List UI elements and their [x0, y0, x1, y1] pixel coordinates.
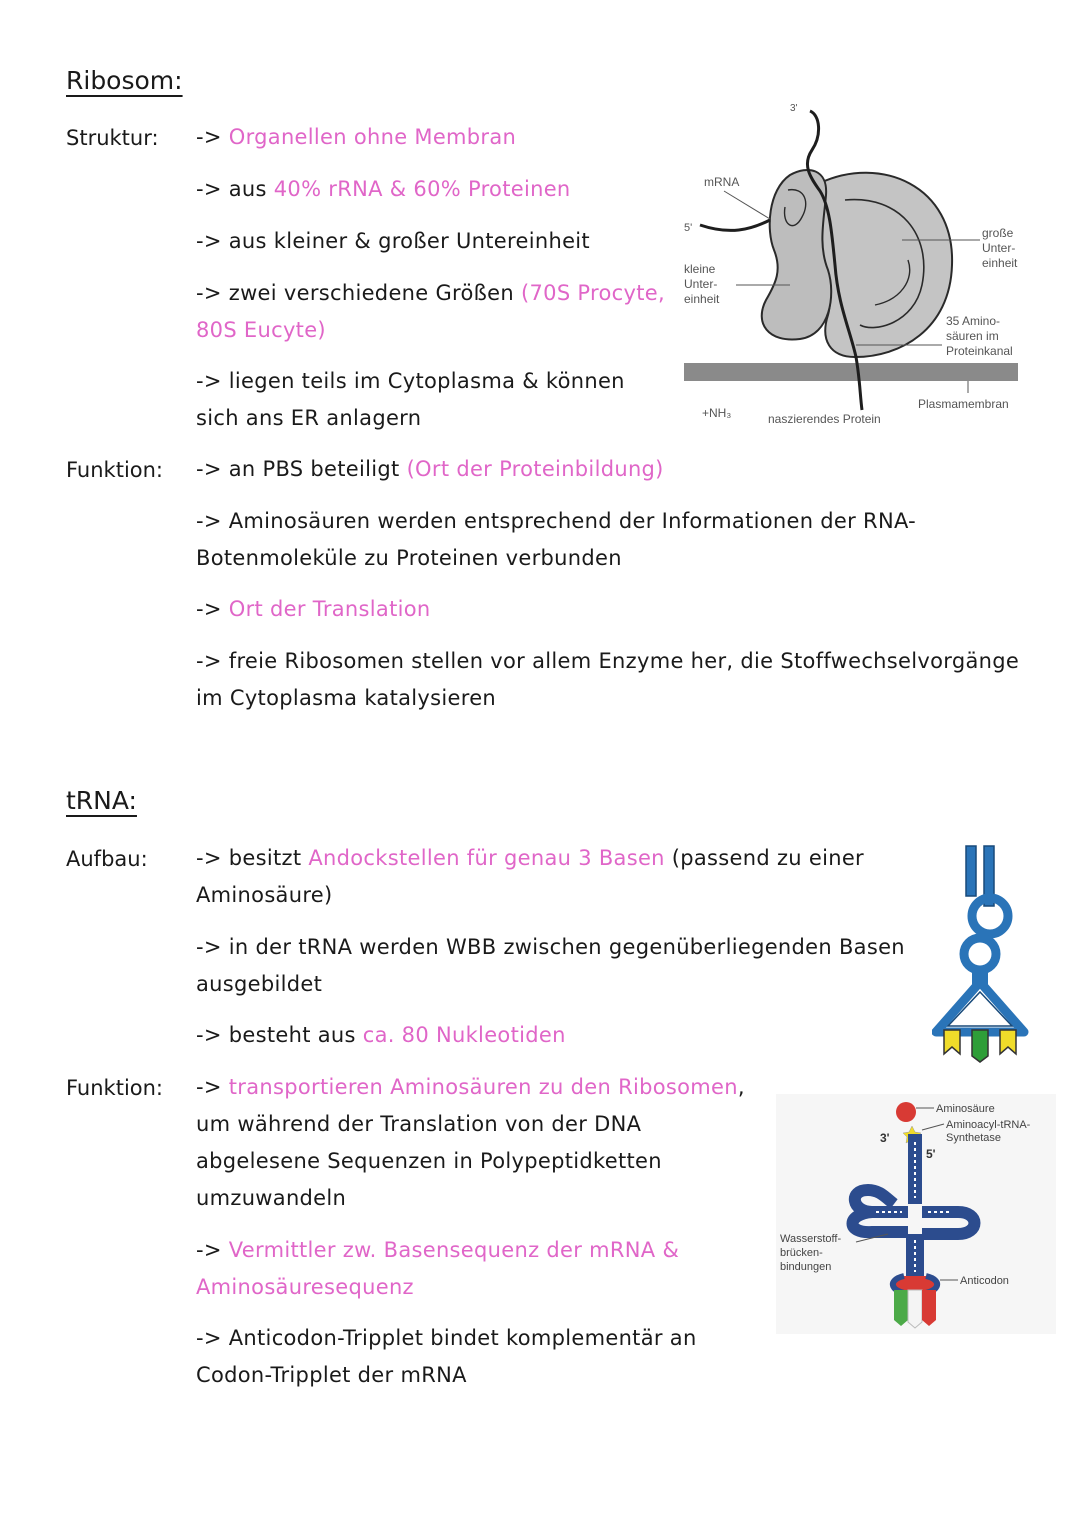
- trna-peg-green-center: [972, 1030, 988, 1062]
- trna-funktion-item-3: [196, 1320, 697, 1394]
- trna-funktion-item-2-highlight-2: Aminosäuresequenz: [196, 1275, 414, 1299]
- fig1-label-large-3: einheit: [982, 256, 1018, 270]
- trna-cloverleaf-figure: [776, 1094, 1056, 1334]
- fig1-label-3prime: 3': [790, 103, 798, 114]
- aufbau-item-2: [196, 929, 905, 1003]
- mrna-5prime-tail: [700, 220, 770, 230]
- trna-funktion-item-2-highlight-1: Vermittler zw. Basensequenz der mRNA &: [228, 1238, 680, 1262]
- fig1-label-aa: [946, 314, 1013, 358]
- funktion-item-2-line2: Botenmoleküle zu Proteinen verbunden: [196, 546, 622, 570]
- aufbau-item-3-highlight: ca. 80 Nukleotiden: [362, 1023, 566, 1047]
- funktion-item-2-line1: -> Aminosäuren werden entsprechend der Informationen der RNA-: [196, 509, 917, 533]
- fig1-label-small-2: Unter-: [684, 277, 718, 291]
- struktur-item-2-prefix: -> aus: [196, 177, 274, 201]
- anticodon-peg-white: [908, 1290, 922, 1328]
- struktur-item-3: -> aus kleiner & großer Untereinheit: [196, 229, 590, 253]
- aufbau-item-3: [196, 1017, 566, 1054]
- struktur-item-5-line1: -> liegen teils im Cytoplasma & können: [196, 369, 625, 393]
- trna-peg-yellow-right: [1000, 1030, 1016, 1054]
- funktion-item-3-highlight: Ort der Translation: [228, 597, 431, 621]
- struktur-item-1: [196, 119, 516, 156]
- fig2-label-synth-1: Aminoacyl-tRNA-: [946, 1119, 1031, 1131]
- heading-trna: tRNA:: [66, 786, 137, 815]
- funktion-item-3-prefix: ->: [196, 597, 229, 621]
- fig2-label-h-3: bindungen: [780, 1261, 832, 1273]
- anticodon-peg-red: [922, 1290, 936, 1326]
- struktur-item-4: [196, 275, 666, 349]
- trna-funktion-item-1-line4: umzuwandeln: [196, 1186, 347, 1210]
- aufbau-item-1-highlight: Andockstellen für genau 3 Basen: [308, 846, 665, 870]
- struktur-item-4-prefix: -> zwei verschiedene Größen: [196, 281, 521, 305]
- trna-funktion-item-1-suffix: ,: [737, 1075, 745, 1099]
- trna-funktion-item-1-line2: um während der Translation von der DNA: [196, 1112, 642, 1136]
- amino-acid-ball: [896, 1102, 916, 1122]
- aufbau-item-1-line2: Aminosäure): [196, 883, 333, 907]
- fig2-label-h-1: Wasserstoff-: [780, 1233, 842, 1245]
- struktur-item-2-highlight: 40% rRNA & 60% Proteinen: [273, 177, 571, 201]
- fig2-label-h-2: brücken-: [780, 1247, 823, 1259]
- aufbau-item-1: [196, 840, 864, 914]
- fig1-label-large: [982, 226, 1019, 270]
- fig2-label-aa: Aminosäure: [936, 1103, 995, 1115]
- trna-funktion-item-1: [196, 1069, 745, 1217]
- aufbau-item-3-prefix: -> besteht aus: [196, 1023, 363, 1047]
- fig1-label-protein: naszierendes Protein: [768, 412, 881, 426]
- struktur-item-5-line2: sich ans ER anlagern: [196, 406, 422, 430]
- trna-funktion-item-2-prefix: ->: [196, 1238, 229, 1262]
- struktur-item-2: [196, 171, 571, 208]
- struktur-item-4-highlight-a: (70S Procyte,: [521, 281, 665, 305]
- fig1-label-membrane: Plasmamembran: [918, 397, 1009, 411]
- aufbau-item-1-prefix: -> besitzt: [196, 846, 309, 870]
- trna-schematic-diagram: [932, 842, 1042, 1064]
- fig1-label-aa-2: säuren im: [946, 329, 999, 343]
- fig1-label-nh3: +NH₃: [702, 406, 732, 420]
- label-aufbau: Aufbau:: [66, 847, 148, 871]
- fig1-label-aa-3: Proteinkanal: [946, 344, 1013, 358]
- fig1-label-large-2: Unter-: [982, 241, 1016, 255]
- funktion-item-4-line2: im Cytoplasma katalysieren: [196, 686, 497, 710]
- aufbau-item-1-suffix: (passend zu einer: [664, 846, 864, 870]
- aufbau-item-2-line2: ausgebildet: [196, 972, 323, 996]
- trna-funktion-item-3-line1: -> Anticodon-Tripplet bindet komplementär an: [196, 1326, 697, 1350]
- large-subunit-shape: [820, 173, 952, 357]
- funktion-item-4: [196, 643, 1019, 717]
- struktur-item-1-highlight: Organellen ohne Membran: [228, 125, 517, 149]
- struktur-item-4-highlight-b: 80S Eucyte): [196, 318, 326, 342]
- trna-funktion-item-3-line2: Codon-Tripplet der mRNA: [196, 1363, 467, 1387]
- trna-funktion-item-1-highlight: transportieren Aminosäuren zu den Ribosomen: [228, 1075, 738, 1099]
- funktion-item-3: [196, 591, 431, 628]
- aufbau-item-2-line1: -> in der tRNA werden WBB zwischen gegenüberliegenden Basen: [196, 935, 905, 959]
- funktion-item-1-prefix: -> an PBS beteiligt: [196, 457, 407, 481]
- label-struktur: Struktur:: [66, 126, 159, 150]
- fig1-label-aa-1: 35 Amino-: [946, 314, 1001, 328]
- funktion-item-4-line1: -> freie Ribosomen stellen vor allem Enzyme her, die Stoffwechselvorgänge: [196, 649, 1020, 673]
- trna-acceptor-stem-left: [966, 846, 976, 896]
- fig1-label-small: [684, 262, 721, 306]
- ribosome-diagram: [670, 95, 1030, 435]
- trna-funktion-item-1-line3: abgelesene Sequenzen in Polypeptidketten: [196, 1149, 662, 1173]
- funktion-item-1: [196, 451, 664, 488]
- leader-line-mrna: [724, 191, 770, 219]
- trna-funktion-item-2: [196, 1232, 679, 1306]
- heading-ribosom: Ribosom:: [66, 66, 183, 95]
- struktur-item-5: [196, 363, 625, 437]
- trna-funktion-item-1-prefix: ->: [196, 1075, 229, 1099]
- label-funktion-ribosom: Funktion:: [66, 458, 164, 482]
- fig2-label-synth-2: Synthetase: [946, 1132, 1002, 1144]
- trna-middle-loop: [964, 938, 996, 970]
- anticodon-peg-green: [894, 1290, 908, 1326]
- fig1-label-large-1: große: [982, 226, 1014, 240]
- fig1-label-5prime: 5': [684, 222, 693, 234]
- label-funktion-trna: Funktion:: [66, 1076, 164, 1100]
- fig1-label-small-3: einheit: [684, 292, 720, 306]
- fig1-label-small-1: kleine: [684, 262, 716, 276]
- struktur-item-1-prefix: ->: [196, 125, 229, 149]
- fig1-label-mrna: mRNA: [704, 175, 740, 189]
- trna-peg-yellow-left: [944, 1030, 960, 1054]
- fig2-label-anticodon: Anticodon: [960, 1275, 1009, 1287]
- funktion-item-2: [196, 503, 916, 577]
- fig2-label-5prime: 5': [926, 1147, 936, 1161]
- fig2-label-3prime: 3': [880, 1131, 890, 1145]
- plasma-membrane-bar: [684, 363, 1018, 381]
- funktion-item-1-highlight: (Ort der Proteinbildung): [406, 457, 664, 481]
